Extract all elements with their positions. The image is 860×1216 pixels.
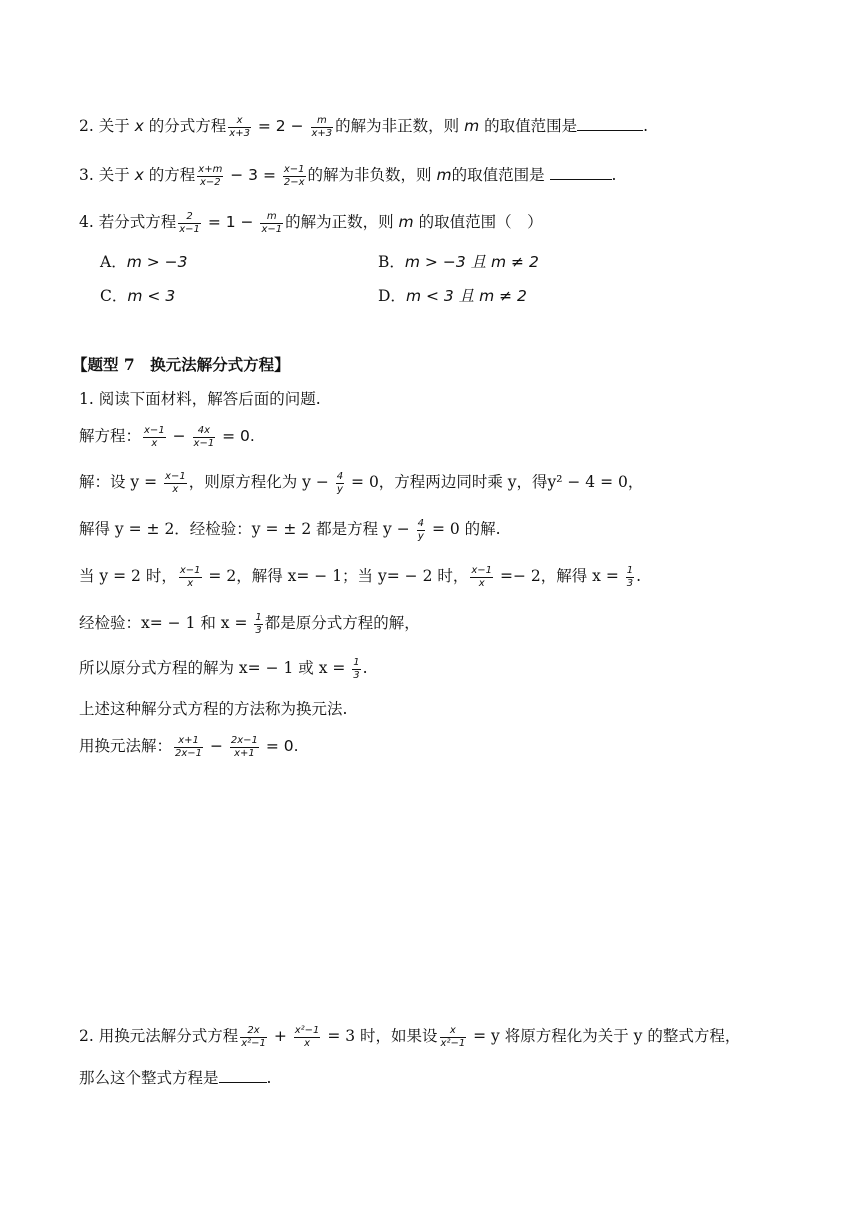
- numerator: x−1: [283, 164, 305, 175]
- text: = 2，解得 x= − 1；当 y= − 2 时，: [203, 567, 469, 585]
- fraction: [417, 518, 425, 542]
- option-label: D．: [378, 287, 406, 305]
- text: 那么这个整式方程是: [79, 1069, 219, 1087]
- fraction: [193, 425, 216, 449]
- option-d[interactable]: [378, 284, 527, 306]
- text: ，则原方程化为 y −: [188, 473, 334, 491]
- option-expr: m > −3 且 m ≠ 2: [404, 253, 539, 271]
- numerator: 1: [626, 565, 634, 576]
- p2-line2: [79, 1066, 271, 1088]
- denominator: x: [478, 577, 485, 589]
- fraction: [254, 612, 262, 636]
- numerator: x+1: [174, 735, 203, 748]
- math-expr: = 2 −: [252, 117, 309, 135]
- numerator: m: [260, 211, 283, 224]
- text: = 0，方程两边同时乘 y，得y² − 4 = 0，: [346, 473, 644, 491]
- fraction: [352, 657, 360, 681]
- denominator: x−1: [193, 437, 215, 449]
- period: .: [643, 117, 649, 135]
- text: =− 2，解得 x =: [495, 567, 624, 585]
- denominator: 3: [626, 577, 634, 589]
- denominator: 3: [255, 624, 262, 636]
- denominator: y: [336, 483, 343, 495]
- fraction: [260, 211, 283, 235]
- denominator: x: [187, 577, 194, 589]
- math-expr: +: [268, 1027, 292, 1045]
- question-3: [79, 163, 616, 188]
- fraction: [440, 1025, 467, 1049]
- fraction: [336, 471, 344, 495]
- option-expr: m < 3 且 m ≠ 2: [405, 287, 527, 305]
- numerator: x−1: [144, 425, 165, 436]
- answer-blank[interactable]: [219, 1068, 267, 1083]
- q3-text: 3. 关于: [79, 166, 135, 184]
- text: = 3 时，如果设: [322, 1027, 438, 1045]
- option-label: C．: [100, 287, 128, 305]
- p1-intro: 1. 阅读下面材料，解答后面的问题.: [79, 390, 321, 408]
- denominator: x−1: [261, 223, 283, 235]
- text: 2. 用换元法解分式方程: [79, 1027, 239, 1045]
- q4-text: 的解为正数，则: [285, 213, 399, 231]
- fraction: [311, 115, 334, 139]
- option-b[interactable]: [378, 250, 539, 272]
- p1-task: [79, 734, 299, 759]
- q2-text: 的分式方程: [143, 117, 227, 135]
- p1-method: 上述这种解分式方程的方法称为换元法.: [79, 700, 348, 718]
- fraction: [197, 164, 223, 188]
- p1-check: [79, 611, 420, 636]
- denominator: 3: [353, 669, 360, 681]
- p1-cases: [79, 564, 641, 589]
- text: 经检验：x= − 1 和 x =: [79, 614, 253, 632]
- denominator: x²−1: [440, 1037, 466, 1049]
- numerator: 2: [178, 211, 201, 224]
- numerator: 4: [417, 518, 425, 529]
- denominator: x: [151, 437, 158, 449]
- q4-text: 的取值范围（ ）: [413, 213, 543, 231]
- option-label: B．: [378, 253, 405, 271]
- period: .: [362, 659, 368, 677]
- period: .: [611, 166, 617, 184]
- numerator: x−1: [471, 565, 493, 576]
- denominator: x+3: [311, 127, 333, 139]
- math-expr: = 0.: [217, 427, 255, 445]
- section-title: 【题型 7 换元法解分式方程】: [72, 355, 290, 374]
- q3-text: 的解为非负数，则: [307, 166, 437, 184]
- denominator: x²−1: [241, 1037, 266, 1049]
- denominator: 2x−1: [175, 747, 203, 759]
- fraction: [283, 164, 306, 188]
- label: 解方程：: [79, 427, 142, 445]
- period: .: [266, 1069, 272, 1087]
- var-m: m: [436, 166, 452, 184]
- numerator: x−1: [179, 565, 201, 576]
- denominator: y: [417, 530, 424, 542]
- var-x: x: [134, 117, 144, 135]
- text: 解：设 y =: [79, 473, 163, 491]
- p1-equation: [79, 424, 255, 449]
- fraction: [626, 565, 634, 589]
- numerator: 4: [336, 471, 344, 482]
- fraction: [294, 1025, 321, 1049]
- option-c[interactable]: [100, 284, 175, 306]
- text: 解得 y = ± 2．经检验：y = ± 2 都是方程 y −: [79, 520, 415, 538]
- option-label: A．: [100, 253, 127, 271]
- fraction: [230, 735, 259, 759]
- denominator: 2−x: [283, 176, 305, 188]
- text: 用换元法解：: [79, 737, 173, 755]
- text: 当 y = 2 时，: [79, 567, 177, 585]
- q3-text: 的取值范围是: [451, 166, 550, 184]
- fraction: [470, 565, 493, 589]
- question-2: [79, 114, 648, 139]
- text: = y 将原方程化为关于 y 的整式方程，: [468, 1027, 741, 1045]
- numerator: 1: [255, 612, 262, 623]
- denominator: x: [304, 1037, 311, 1049]
- text: 都是原分式方程的解，: [264, 614, 420, 632]
- math-expr: = 1 −: [202, 213, 259, 231]
- fraction: [178, 211, 201, 235]
- denominator: x−2: [199, 176, 221, 188]
- question-4: [79, 210, 543, 235]
- numerator: 2x−1: [230, 735, 258, 746]
- math-expr: = 0.: [260, 737, 299, 755]
- denominator: x: [172, 483, 179, 495]
- denominator: x−1: [179, 223, 200, 235]
- math-expr: −: [205, 737, 228, 755]
- option-expr: m > −3: [126, 253, 188, 271]
- math-expr: − 3 =: [225, 166, 281, 184]
- fraction: [179, 565, 202, 589]
- fraction: [228, 115, 251, 139]
- numerator: 2x: [240, 1025, 267, 1038]
- q2-text: 的取值范围是: [479, 117, 578, 135]
- fraction: [240, 1025, 267, 1049]
- answer-blank[interactable]: [577, 116, 643, 131]
- text: 所以原分式方程的解为 x= − 1 或 x =: [79, 659, 351, 677]
- numerator: x: [228, 115, 251, 128]
- text: = 0 的解.: [427, 520, 501, 538]
- fraction: [143, 425, 166, 449]
- numerator: x+m: [198, 164, 223, 175]
- numerator: x: [440, 1025, 467, 1038]
- p1-result: [79, 517, 501, 542]
- q2-text: 的解为非正数，则: [335, 117, 465, 135]
- denominator: x+3: [229, 127, 250, 139]
- var-m: m: [398, 213, 414, 231]
- q2-text: 2. 关于: [79, 117, 135, 135]
- p2-line1: [79, 1024, 740, 1049]
- fraction: [174, 735, 203, 759]
- var-x: x: [134, 166, 144, 184]
- fraction: [164, 471, 187, 495]
- p1-conclusion: [79, 656, 368, 681]
- q4-text: 4. 若分式方程: [79, 213, 177, 231]
- option-expr: m < 3: [127, 287, 176, 305]
- q3-text: 的方程: [143, 166, 196, 184]
- p1-solution: [79, 470, 643, 495]
- math-expr: −: [167, 427, 191, 445]
- answer-blank[interactable]: [550, 165, 612, 180]
- var-m: m: [464, 117, 480, 135]
- option-a[interactable]: [100, 250, 188, 272]
- numerator: 1: [353, 657, 360, 668]
- numerator: x−1: [165, 471, 186, 482]
- numerator: x²−1: [294, 1025, 320, 1036]
- period: .: [636, 567, 642, 585]
- numerator: m: [311, 115, 334, 128]
- denominator: x+1: [234, 747, 255, 759]
- numerator: 4x: [193, 425, 216, 438]
